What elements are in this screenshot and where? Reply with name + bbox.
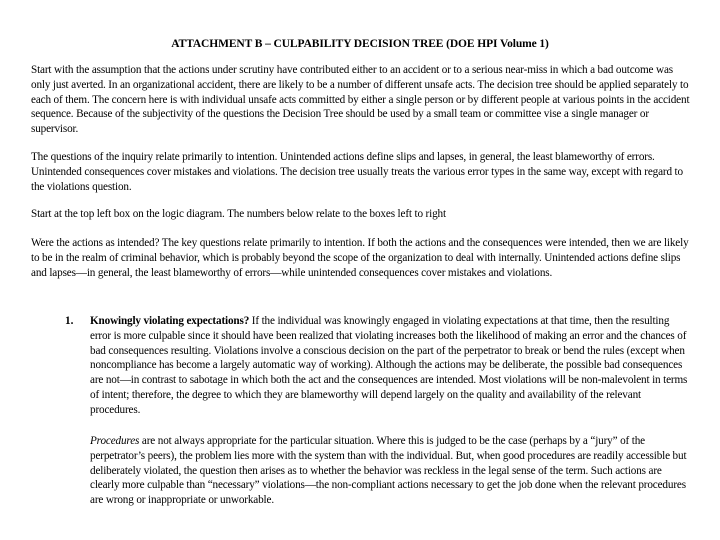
actions-intended-paragraph: Were the actions as intended? The key questions relate primarily to intention. If both the actions and the consequences were intended, then we are likely to be in the realm of criminal behavior, which is probably beyond the scope of the organization to deal with internally. Unintended actions define slips and lapses—in general, the least blameworthy of errors—while unintended consequences cover mistakes and violations. (31, 237, 689, 279)
procedures-text: are not always appropriate for the particular situation. Where this is judged to be the case (perhaps by a “jury” of the perpetrator’s peers), the problem lies more with the system than with the individual. But, when good procedures are readily accessible but deliberately violated, the question then arises as to whether the behavior was reckless in the legal sense of the term. Such actions are clearly more culpable than “necessary” violations—the non-compliant actions necessary to get the job done when the relevant procedures are wrong or inappropriate or unworkable. (90, 435, 687, 507)
list-item-subparagraph (90, 434, 690, 508)
document-title: ATTACHMENT B – CULPABILITY DECISION TREE (DOE HPI Volume 1) (171, 38, 549, 50)
intention-paragraph: The questions of the inquiry relate primarily to intention. Unintended actions define slips and lapses, in general, the least blameworthy of errors. Unintended consequences cover mistakes and violations. The decision tree usually treats the various error types in the same way, except with regard to the violations question. (31, 151, 683, 193)
list-item-heading: Knowingly violating expectations? (90, 315, 250, 327)
intro-paragraph: Start with the assumption that the actions under scrutiny have contributed either to an accident or to a serious near-miss in which a bad outcome was only just averted. In an organizational accident, there are likely to be a number of different unsafe acts. The decision tree should be applied separately to each of them. The concern here is with individual unsafe acts committed by either a single person or by different people at various points in the accident sequence. Because of the subjectivity of the questions the Decision Tree should be used by a small team or committee vise a single manager or supervisor. (31, 64, 690, 136)
list-item-number: 1. (65, 315, 74, 327)
procedures-lead: Procedures (90, 435, 140, 447)
list-item-text: If the individual was knowingly engaged in violating expectations at that time, then the resulting error is more culpable since it should have been realized that violating increases both the likelihood of making an error and the chances of bad consequences resulting. Violations involve a conscious decision on the part of the perpetrator to break or bend the rules (except when noncompliance has become a largely automatic way of working). Although the actions may be deliberate, the possible bad consequences are not—in contrast to sabotage in which both the act and the consequences are intended. Most violations will be non-malevolent in terms of intent; therefore, the degree to which they are blameworthy will depend largely on the quality and availability of the relevant procedures. (90, 315, 688, 416)
list-item-body (90, 314, 690, 418)
start-instruction-paragraph: Start at the top left box on the logic diagram. The numbers below relate to the boxes left to right (31, 208, 446, 220)
